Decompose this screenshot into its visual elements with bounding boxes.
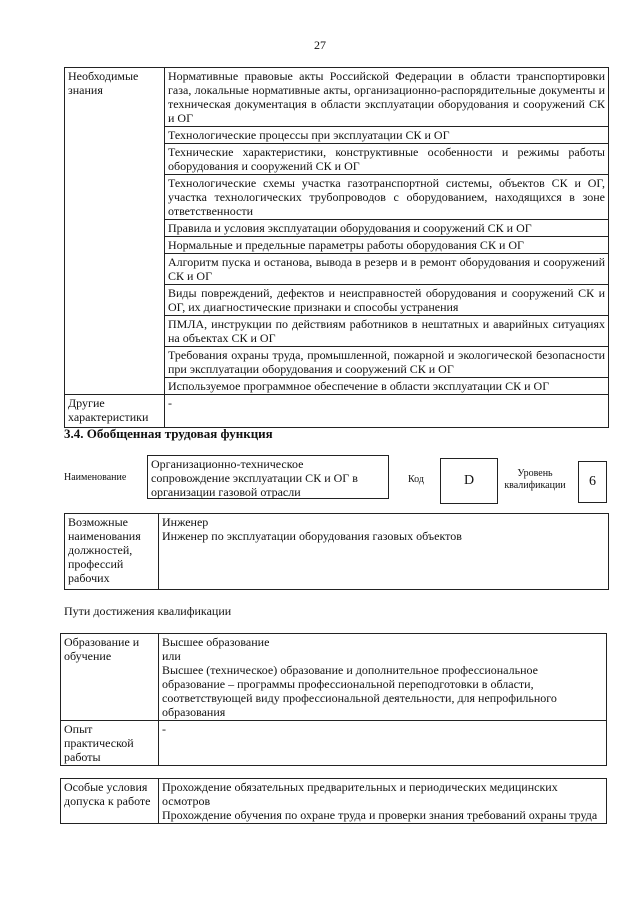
other-characteristics-value: - bbox=[165, 395, 609, 428]
positions-label: Возможные наименования должностей, профессий рабочих bbox=[65, 514, 159, 590]
experience-label: Опыт практической работы bbox=[61, 721, 159, 766]
name-value: Организационно-техническое сопровождение эксплуатации СК и ОГ в организации газовой отрасли bbox=[147, 455, 389, 499]
education-table bbox=[60, 633, 607, 766]
knowledge-item: Требования охраны труда, промышленной, пожарной и экологической безопасности при эксплуатации оборудования и сооружений СК и ОГ bbox=[165, 347, 609, 378]
education-label: Образование и обучение bbox=[61, 634, 159, 721]
experience-value: - bbox=[159, 721, 607, 766]
other-characteristics-label: Другие характеристики bbox=[65, 395, 165, 428]
education-line: Высшее (техническое) образование и дополнительное профессиональное образование – программы профессиональной переподготовки в области, соответствующей виду профессиональной деятельности, для непрофильного образования bbox=[162, 663, 557, 719]
conditions-label: Особые условия допуска к работе bbox=[61, 779, 159, 824]
condition-line: Прохождение обучения по охране труда и проверки знания требований охраны труда bbox=[162, 808, 598, 822]
code-label: Код bbox=[408, 474, 424, 485]
positions-values bbox=[159, 514, 609, 590]
condition-line: Прохождение обязательных предварительных и периодических медицинских осмотров bbox=[162, 780, 558, 808]
level-label: Уровень квалификации bbox=[504, 468, 566, 491]
knowledge-item: Технологические процессы при эксплуатации СК и ОГ bbox=[165, 127, 609, 144]
knowledge-label: Необходимые знания bbox=[65, 68, 165, 395]
paths-title: Пути достижения квалификации bbox=[64, 604, 232, 618]
name-label: Наименование bbox=[64, 472, 127, 483]
knowledge-item: Нормативные правовые акты Российской Федерации в области транспортировки газа, локальные нормативные акты, организационно-распорядительные документы и техническая документация в области эксплуатации оборудования и сооружений СК и ОГ bbox=[165, 68, 609, 127]
page-number: 27 bbox=[314, 38, 326, 52]
position-name: Инженер bbox=[162, 515, 209, 529]
section-title: 3.4. Обобщенная трудовая функция bbox=[64, 426, 273, 441]
knowledge-item: Технологические схемы участка газотранспортной системы, объектов СК и ОГ, участка технологических трубопроводов с оборудованием, находящихся в зоне ответственности bbox=[165, 175, 609, 220]
knowledge-item: Правила и условия эксплуатации оборудования и сооружений СК и ОГ bbox=[165, 220, 609, 237]
education-line: или bbox=[162, 649, 181, 663]
knowledge-item: ПМЛА, инструкции по действиям работников в нештатных и аварийных ситуациях на объектах СК и ОГ bbox=[165, 316, 609, 347]
positions-table bbox=[64, 513, 609, 590]
knowledge-item: Алгоритм пуска и останова, вывода в резерв и в ремонт оборудования и сооружений СК и ОГ bbox=[165, 254, 609, 285]
conditions-table bbox=[60, 778, 607, 824]
code-value: D bbox=[440, 458, 498, 504]
knowledge-item: Технические характеристики, конструктивные особенности и режимы работы оборудования и сооружений СК и ОГ bbox=[165, 144, 609, 175]
level-value: 6 bbox=[578, 461, 607, 503]
knowledge-item: Используемое программное обеспечение в области эксплуатации СК и ОГ bbox=[165, 378, 609, 395]
education-line: Высшее образование bbox=[162, 635, 270, 649]
knowledge-item: Виды повреждений, дефектов и неисправностей оборудования и сооружений СК и ОГ, их диагностические признаки и способы устранения bbox=[165, 285, 609, 316]
knowledge-table bbox=[64, 67, 609, 428]
position-name: Инженер по эксплуатации оборудования газовых объектов bbox=[162, 529, 462, 543]
knowledge-item: Нормальные и предельные параметры работы оборудования СК и ОГ bbox=[165, 237, 609, 254]
conditions-values bbox=[159, 779, 607, 824]
education-values bbox=[159, 634, 607, 721]
